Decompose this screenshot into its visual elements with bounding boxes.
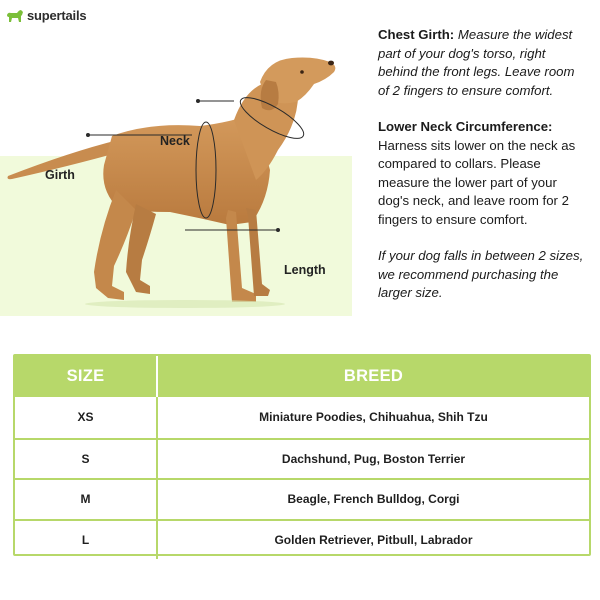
length-label: Length — [284, 263, 326, 277]
breed-column-header: BREED — [343, 367, 404, 385]
chest-girth-instruction — [378, 26, 588, 100]
chest-girth-text: Measure the widest part of your dog's torso, right behind the front legs. Leave room of 2 fingers to ensure comfort. — [378, 27, 575, 98]
measurement-instructions — [378, 26, 588, 321]
chest-girth-heading: Chest Girth: — [378, 27, 455, 42]
brand-name: supertails — [27, 8, 87, 23]
dog-measurement-illustration — [0, 40, 360, 325]
dog-logo-icon — [6, 9, 24, 23]
breed-cell: Dachshund, Pug, Boston Terrier — [281, 451, 466, 466]
table-row — [15, 519, 589, 560]
size-cell: S — [15, 440, 158, 479]
size-cell: XS — [15, 397, 158, 438]
size-cell: L — [15, 521, 158, 560]
table-row — [15, 397, 589, 438]
size-chart-table — [13, 354, 591, 556]
table-row — [15, 438, 589, 479]
lower-neck-text: Harness sits lower on the neck as compared to collars. Please measure the lower part of your dog's neck, and leave room for 2 fingers to ensure comfort. — [378, 137, 576, 227]
table-row — [15, 478, 589, 519]
breed-cell: Beagle, French Bulldog, Corgi — [287, 492, 460, 507]
brand-logo[interactable] — [6, 8, 86, 23]
size-cell: M — [15, 480, 158, 519]
dog-illustration — [0, 40, 360, 325]
table-body — [15, 397, 589, 559]
size-recommendation-note: If your dog falls in between 2 sizes, we recommend purchasing the larger size. — [378, 248, 584, 300]
breed-cell: Golden Retriever, Pitbull, Labrador — [274, 532, 473, 547]
girth-label: Girth — [45, 168, 75, 182]
lower-neck-heading: Lower Neck Circumference: — [378, 119, 553, 134]
size-column-header: SIZE — [15, 356, 158, 397]
neck-label: Neck — [160, 134, 190, 148]
breed-cell: Miniature Poodies, Chihuahua, Shih Tzu — [259, 410, 488, 425]
table-header — [15, 356, 589, 397]
lower-neck-instruction — [378, 118, 588, 229]
